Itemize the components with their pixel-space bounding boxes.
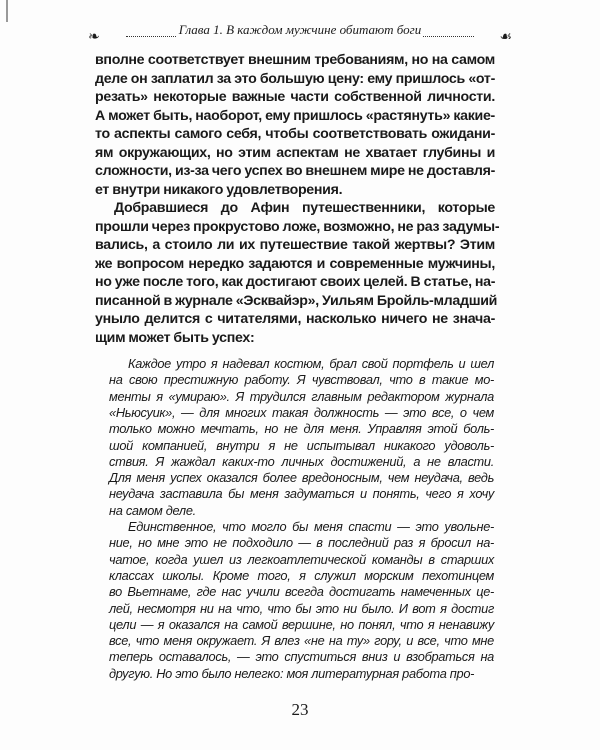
quote-line: теперь оставалось, — это спуститься вниз и взобраться на	[109, 649, 494, 665]
body-line: Добравшиеся до Афин путешественники, которые	[114, 200, 495, 216]
quote-line: на самом деле.	[109, 502, 196, 518]
quote-line: на свою престижную работу. Я чувствовал, что в такие мо-	[109, 372, 494, 388]
body-line: ям окружающих, но этим аспектам не хватает глубины и	[95, 144, 495, 161]
quote-line: Единственное, что могло бы меня спасти — это увольне-	[128, 519, 494, 534]
quote-line: лей, несмотря ни на что, что бы это ни было. И вот я достиг	[109, 600, 494, 616]
quote-line: ствия. Я жаждал каких-то личных достижений, а не власти.	[109, 453, 494, 469]
scan-edge	[6, 0, 8, 22]
quote-line: неудача заставила бы меня задуматься и понять, чего я хочу	[109, 486, 494, 502]
ornament-left-icon: ❧	[88, 29, 100, 45]
body-line: писанной в журнале «Эсквайэр», Уильям Бройль-младший	[95, 292, 498, 309]
running-header	[88, 22, 512, 44]
body-line: уныло делится с читателями, насколько ничего не знача-	[95, 311, 495, 327]
body-line: резать» некоторые важные части собственной личности.	[95, 89, 495, 105]
quote-line: шой компанией, внутри я не испытывал никакого удоволь-	[109, 437, 494, 453]
quote-line: только можно мечтать, но не для меня. Управляя этой боль-	[109, 421, 494, 437]
quote-line: все, что меня окружает. Я влез «не на ту» гору, и все, что мне	[109, 633, 494, 649]
quote-line: классах школы. Кроме того, я служил морским пехотинцем	[109, 567, 494, 583]
ornament-right-icon: ☙	[499, 29, 512, 45]
quote-line: менты я «умираю». Я трудился главным редактором журнала	[109, 388, 494, 404]
body-line: ет внутри никакого удовлетворения.	[95, 181, 343, 198]
body-line: вались, а стоило ли их путешествие такой жертвы? Этим	[95, 237, 495, 253]
body-line: сложности, из-за чего успех во внешнем мире не доставля-	[95, 163, 495, 179]
body-line: вполне соответствует внешним требованиям, но на самом	[95, 52, 495, 68]
body-line: но уже после того, как достигают своих целей. В статье, на-	[95, 274, 496, 290]
quote-line: цели — я оказался на самой вершине, но понял, что я ненавижу	[109, 616, 494, 632]
body-line: деле он заплатил за это большую цену: ему пришлось «от-	[95, 70, 495, 87]
quote-line: во Вьетнаме, где нас учили всегда достигать намеченных це-	[109, 584, 494, 600]
quote-line: чатое, когда ушел из легкоатлетической команды в старших	[109, 551, 494, 567]
page-number: 23	[291, 700, 309, 719]
body-line: щим может быть успех:	[95, 329, 255, 346]
body-line: прошли через прокрустово ложе, возможно, не раз задумы-	[95, 218, 500, 235]
quote-line: другую. Но это было нелегко: моя литературная работа про-	[109, 665, 475, 681]
body-line: А может быть, наоборот, ему пришлось «растянуть» какие-	[95, 107, 495, 124]
quote-line: Для меня успех оказался более вредоносным, чем неудача, ведь	[109, 470, 494, 486]
body-line: же вопросом нередко задаются и современные мужчины,	[95, 255, 495, 272]
body-line: то аспекты самого себя, чтобы соответствовать ожидани-	[95, 126, 495, 142]
quote-line: «Ньюсуик», — для многих такая должность — это все, о чем	[109, 404, 494, 420]
chapter-title: Глава 1. В каждом мужчине обитают боги	[178, 22, 422, 37]
quote-line: ние, но мне это не подходило — в последний раз я бросил на-	[109, 535, 494, 551]
quote-line: Каждое утро я надевал костюм, брал свой портфель и шел	[128, 356, 494, 371]
